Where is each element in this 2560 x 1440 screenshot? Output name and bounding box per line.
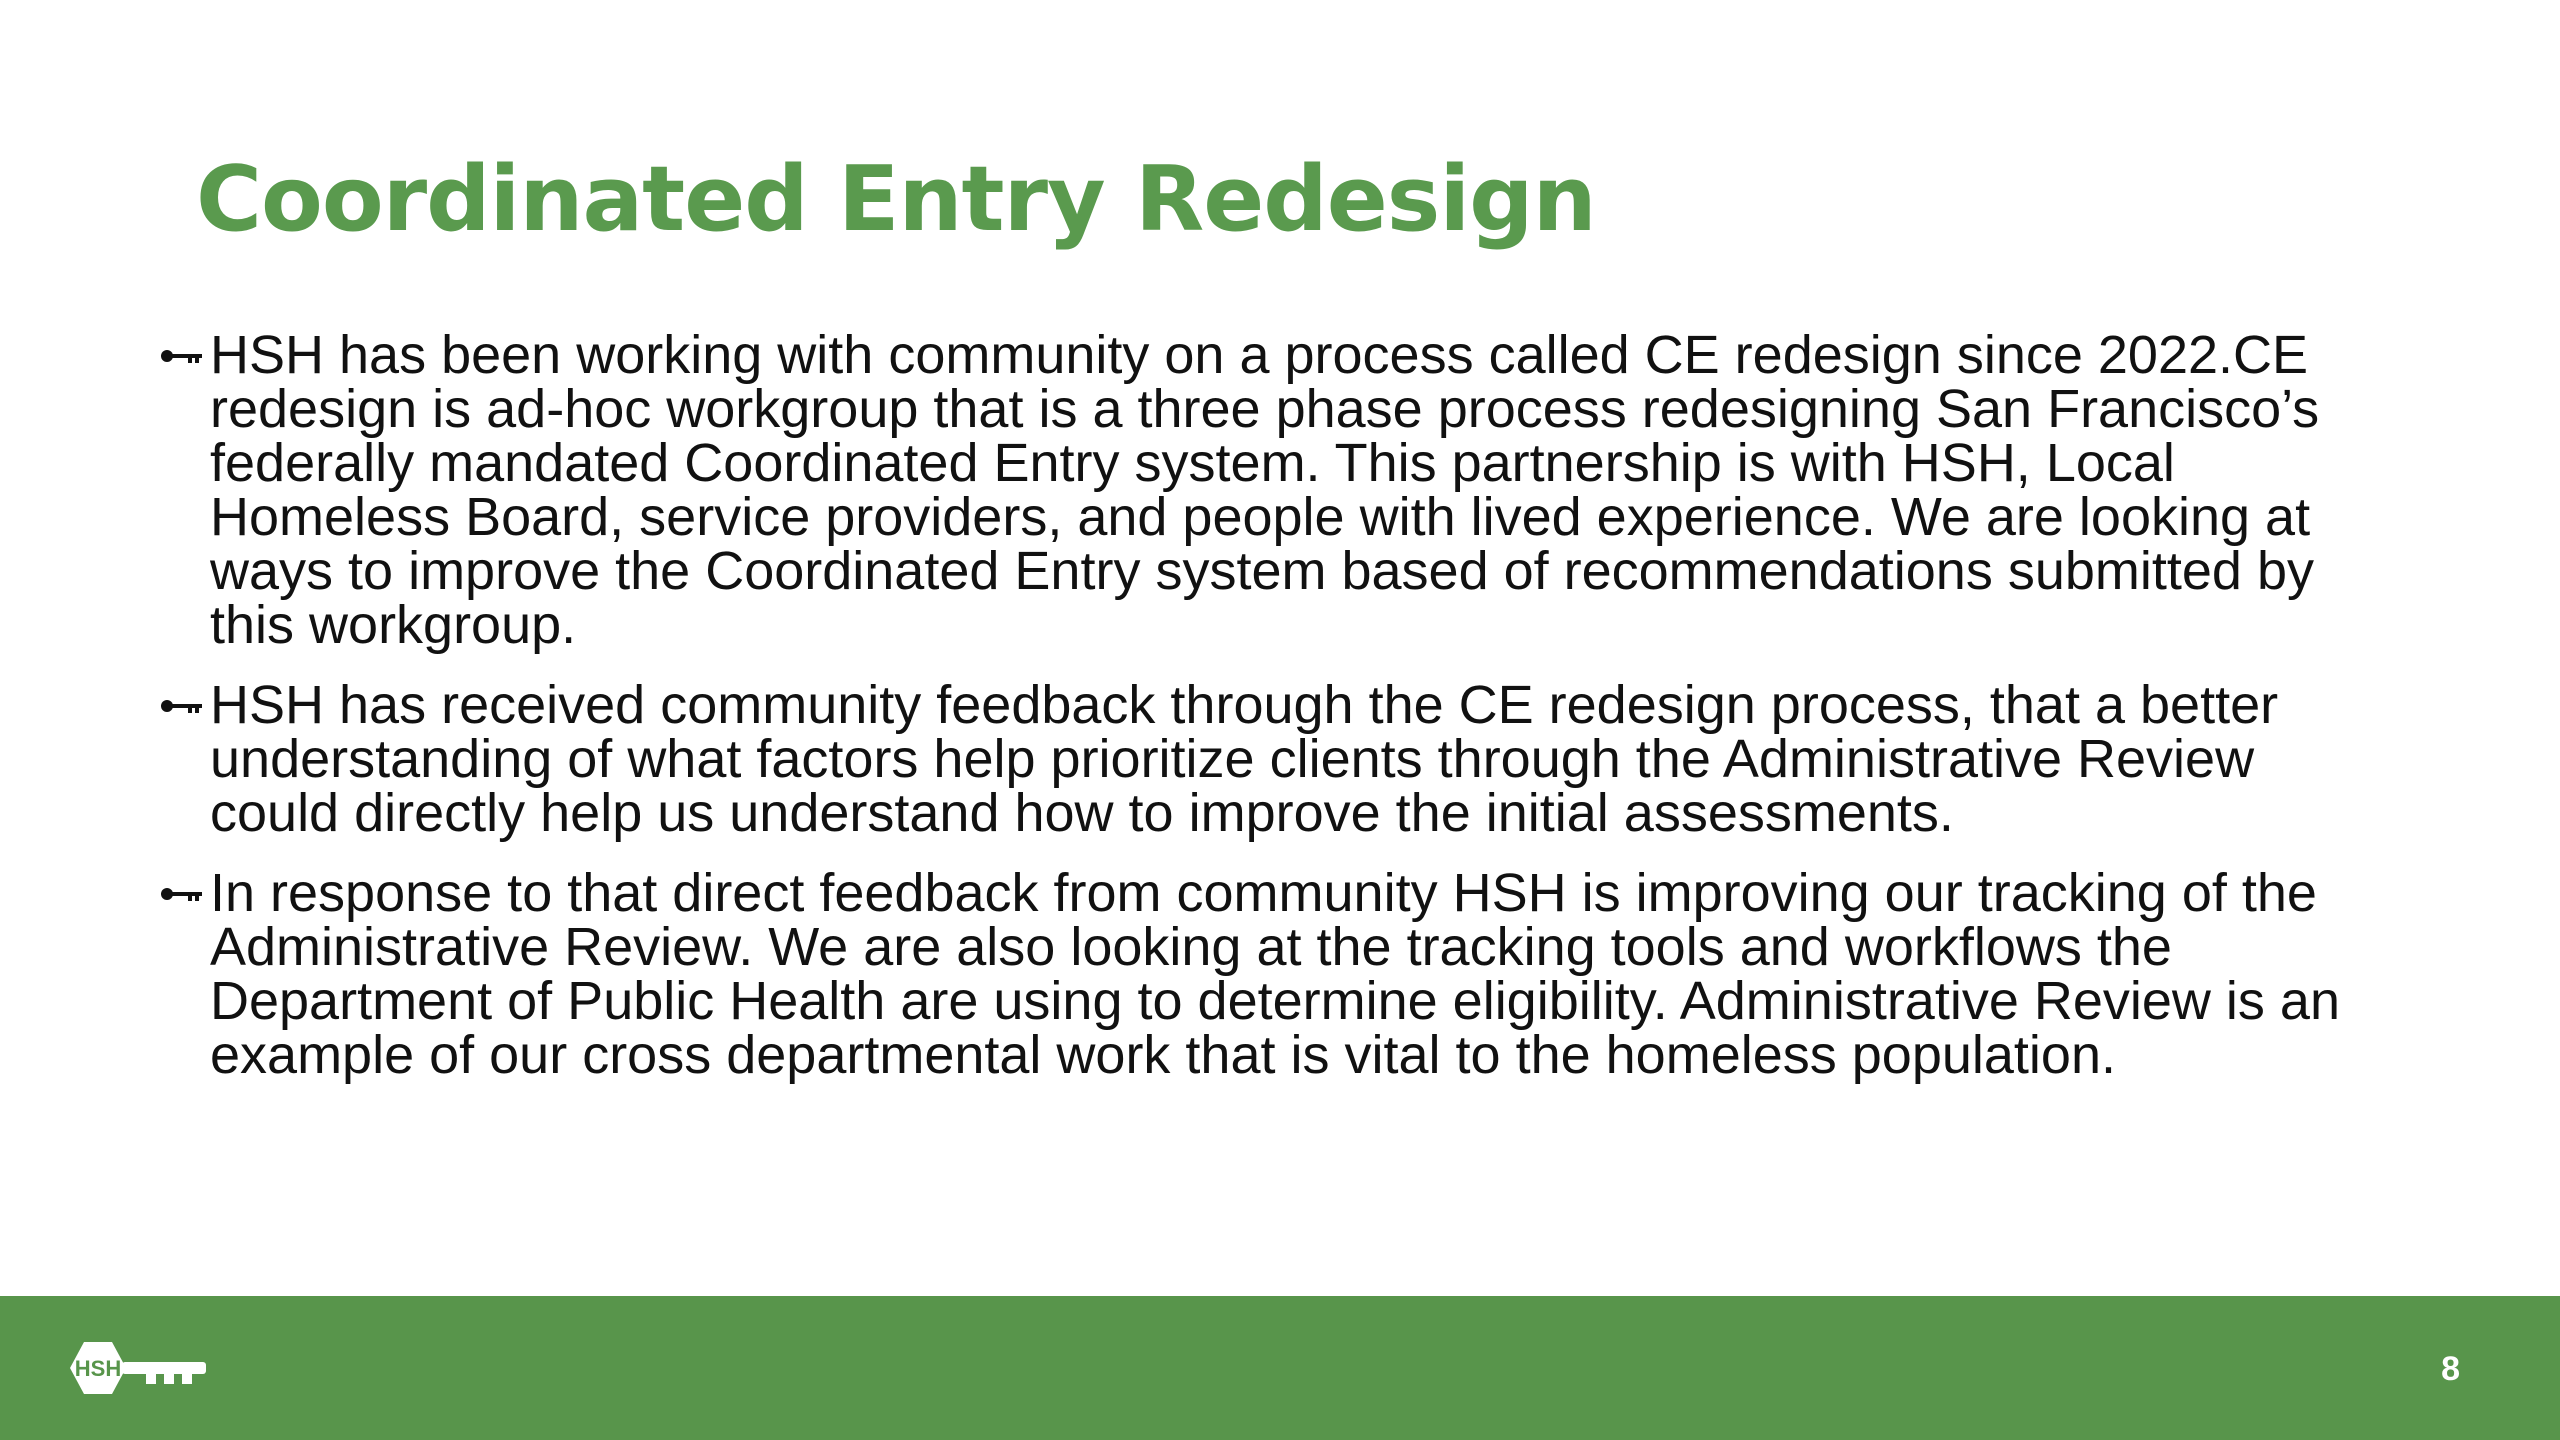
bullet-text: In response to that direct feedback from community HSH is improving our tracking of the Administrative Review. We are also looking at the tracking tools and workflows the Department of Public Health are using to determine eligibility. Administrative Review is an example of our cross departmental work that is vital to the homeless population. — [210, 863, 2340, 1085]
bullet-text: HSH has been working with community on a process called CE redesign since 2022.CE redesign is ad-hoc workgroup that is a three phase process redesigning San Francisco’s federally mandated Coordinated Entry system. This partnership is with HSH, Local Homeless Board, service providers, and people with lived experience. We are looking at ways to improve the Coordinated Entry system based of recommendations submitted by this workgroup. — [210, 325, 2320, 655]
page-number: 8 — [2441, 1350, 2460, 1388]
hsh-logo — [60, 1326, 210, 1410]
key-icon — [160, 696, 202, 716]
key-icon — [160, 346, 202, 366]
bullet-text: HSH has received community feedback through the CE redesign process, that a better understanding of what factors help prioritize clients through the Administrative Review could directly help us understand how to improve the initial assessments. — [210, 675, 2279, 843]
logo-text: HSH — [74, 1356, 122, 1381]
bullet-list — [160, 325, 2390, 1108]
bullet-item — [160, 325, 2390, 655]
footer-bar — [0, 1296, 2560, 1440]
slide-title: Coordinated Entry Redesign — [196, 147, 1596, 252]
bullet-item — [160, 863, 2390, 1085]
key-icon — [160, 884, 202, 904]
bullet-item — [160, 675, 2390, 843]
